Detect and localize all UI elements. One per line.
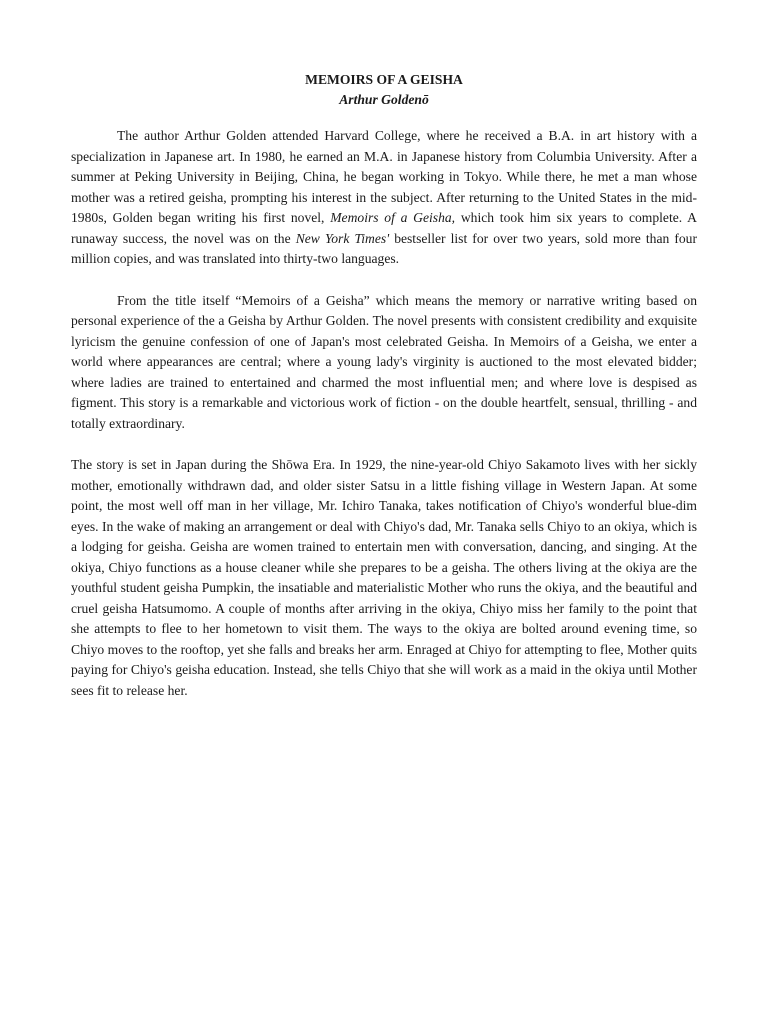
paragraph-text: The author Arthur Golden attended Harvard College, where he received a B.A. in art history with a specialization in Japanese art. In 1980, he earned an M.A. in Japanese history from Columbia University. After a summer at Peking University in Beijing, China, he began working in Tokyo. While there, he met a man whose mother was a retired geisha, prompting his interest in the subject. After returning to the United States in the mid-1980s, Golden began writing his first novel,	[71, 128, 697, 225]
paragraph-text: which took him six years to complete. A runaway success, the novel was on the	[71, 210, 697, 246]
document-author: Arthur Goldenō	[339, 92, 429, 107]
document-title: MEMOIRS OF A GEISHA	[305, 72, 463, 87]
paragraph-story-summary: The story is set in Japan during the Shōwa Era. In 1929, the nine-year-old Chiyo Sakamoto lives with her sickly mother, emotionally withdrawn dad, and older sister Satsu in a little fishing village in Western Japan. At some point, the most well off man in her village, Mr. Ichiro Tanaka, takes notification of Chiyo's wonderful blue-dim eyes. In the wake of making an arrangement or deal with Chiyo's dad, Mr. Tanaka sells Chiyo to an okiya, which is a lodging for geisha. Geisha are women trained to entertain men with conversation, dancing, and singing. At the okiya, Chiyo functions as a house cleaner while she prepares to be a geisha. The others living at the okiya are the youthful student geisha Pumpkin, the insatiable and materialistic Mother who runs the okiya, and the beautiful and cruel geisha Hatsumomo. A couple of months after arriving in the okiya, Chiyo miss her family to the point that she attempts to flee to her hometown to visit them. The ways to the okiya are bolted around evening time, so Chiyo moves to the rooftop, yet she falls and breaks her arm. Enraged at Chiyo for attempting to flee, Mother quits paying for Chiyo's geisha education. Instead, she tells Chiyo that she will work as a maid in the okiya until Mother sees fit to release her.	[71, 457, 697, 698]
newspaper-title-italic: New York Times'	[295, 230, 390, 246]
document-page	[71, 70, 697, 701]
paragraph-title-meaning: From the title itself “Memoirs of a Geisha” which means the memory or narrative writing based on personal experience of the a Geisha by Arthur Golden. The novel presents with consistent credibility and exquisite lyricism the genuine confession of one of Japan's most celebrated Geisha. In Memoirs of a Geisha, we enter a world where appearances are central; where a young lady's virginity is auctioned to the most elevated bidder; where ladies are trained to entertained and charmed the most influential men; and where love is despised as figment. This story is a remarkable and victorious work of fiction - on the double heartfelt, sensual, thrilling - and totally extraordinary.	[71, 292, 697, 431]
book-title-italic: Memoirs of a Geisha,	[330, 210, 456, 225]
paragraph-author-bio	[71, 126, 697, 270]
paragraph-text: bestseller list for over two years, sold more than four million copies, and was translated into thirty-two languages.	[71, 230, 698, 266]
